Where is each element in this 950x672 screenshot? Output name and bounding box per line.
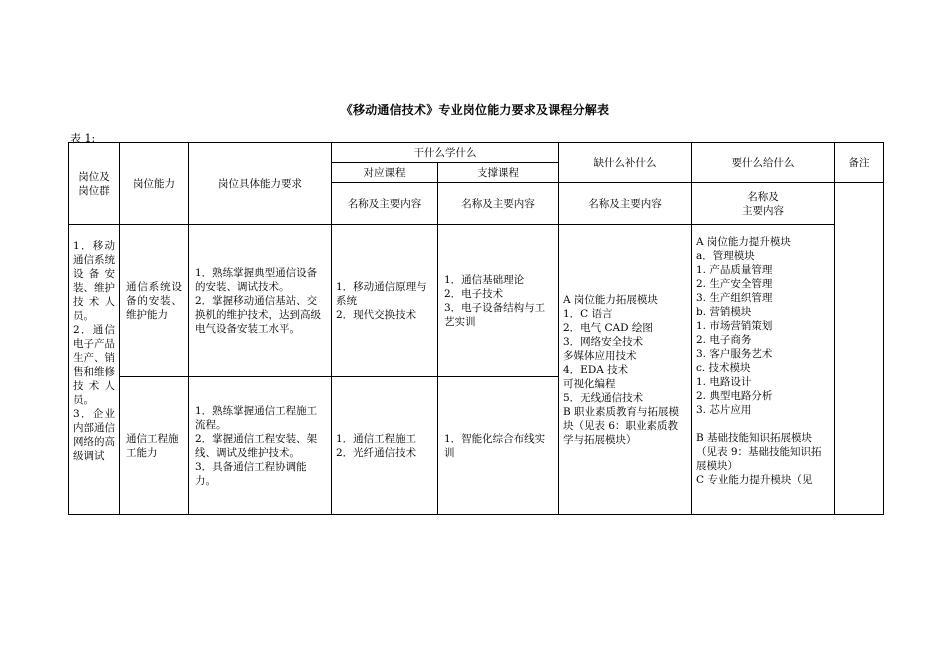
header-name-content-matching: 名称及主要内容 — [332, 183, 438, 225]
header-ability: 岗位能力 — [120, 143, 189, 225]
row1-ability: 通信系统设备的安装、维护能力 — [120, 225, 189, 377]
row2-ability: 通信工程施工能力 — [120, 377, 189, 515]
header-name-content-support: 名称及主要内容 — [438, 183, 559, 225]
header-support-course: 支撑课程 — [438, 163, 559, 183]
missing-cell: A 岗位能力拓展模块 1．C 语言 2．电气 CAD 绘图 3．网络安全技术 多媒体应用技术 4．EDA 技术 可视化编程 5．无线通信技术 B 职业素质教育与拓展模块（见表 6：职业素质教学与拓展模块） — [559, 225, 692, 515]
header-position-group: 岗位及 岗位群 — [69, 143, 120, 225]
row1-requirements: 1．熟练掌握典型通信设备的安装、调试技术。 2．掌握移动通信基站、交换机的维护技术，达到高级电气设备安装工水平。 — [189, 225, 332, 377]
table-label: 表 1: — [70, 132, 96, 145]
header-what-missing: 缺什么补什么 — [559, 143, 692, 183]
row2-requirements: 1．熟练掌握通信工程施工流程。 2．掌握通信工程安装、架线、调试及维护技术。 3．具备通信工程协调能力。 — [189, 377, 332, 515]
row1-support-course: 1．通信基础理论 2．电子技术 3．电子设备结构与工艺实训 — [438, 225, 559, 377]
row2-matching-course: 1．通信工程施工 2．光纤通信技术 — [332, 377, 438, 515]
header-matching-course: 对应课程 — [332, 163, 438, 183]
header-remark: 备注 — [835, 143, 884, 183]
header-name-content-missing: 名称及主要内容 — [559, 183, 692, 225]
header-what-wanted: 要什么给什么 — [692, 143, 835, 183]
row2-support-course: 1．智能化综合布线实训 — [438, 377, 559, 515]
remark-cell — [835, 183, 884, 515]
header-what-learn: 干什么学什么 — [332, 143, 559, 163]
page-title: 《移动通信技术》专业岗位能力要求及课程分解表 — [340, 103, 610, 117]
position-group-cell: 1．移动通信系统设备安装、维护技术人员。 2．通信电子产品生产、销售和维修技术人员。 3．企业内部通信网络的高级调试 — [69, 225, 120, 515]
header-name-content-wanted: 名称及 主要内容 — [692, 183, 835, 225]
row1-matching-course: 1．移动通信原理与系统 2．现代交换技术 — [332, 225, 438, 377]
header-specific-requirements: 岗位具体能力要求 — [189, 143, 332, 225]
course-table — [68, 142, 884, 515]
wanted-cell: A 岗位能力提升模块 a．管理模块 1. 产品质量管理 2. 生产安全管理 3. 生产组织管理 b. 营销模块 1. 市场营销策划 2. 电子商务 3. 客户服务艺术 c. 技术模块 1. 电路设计 2. 典型电路分析 3. 芯片应用 B 基础技能知识拓展模块（见表 9：基础技能知识拓展模块） C 专业能力提升模块（见 — [692, 225, 835, 515]
